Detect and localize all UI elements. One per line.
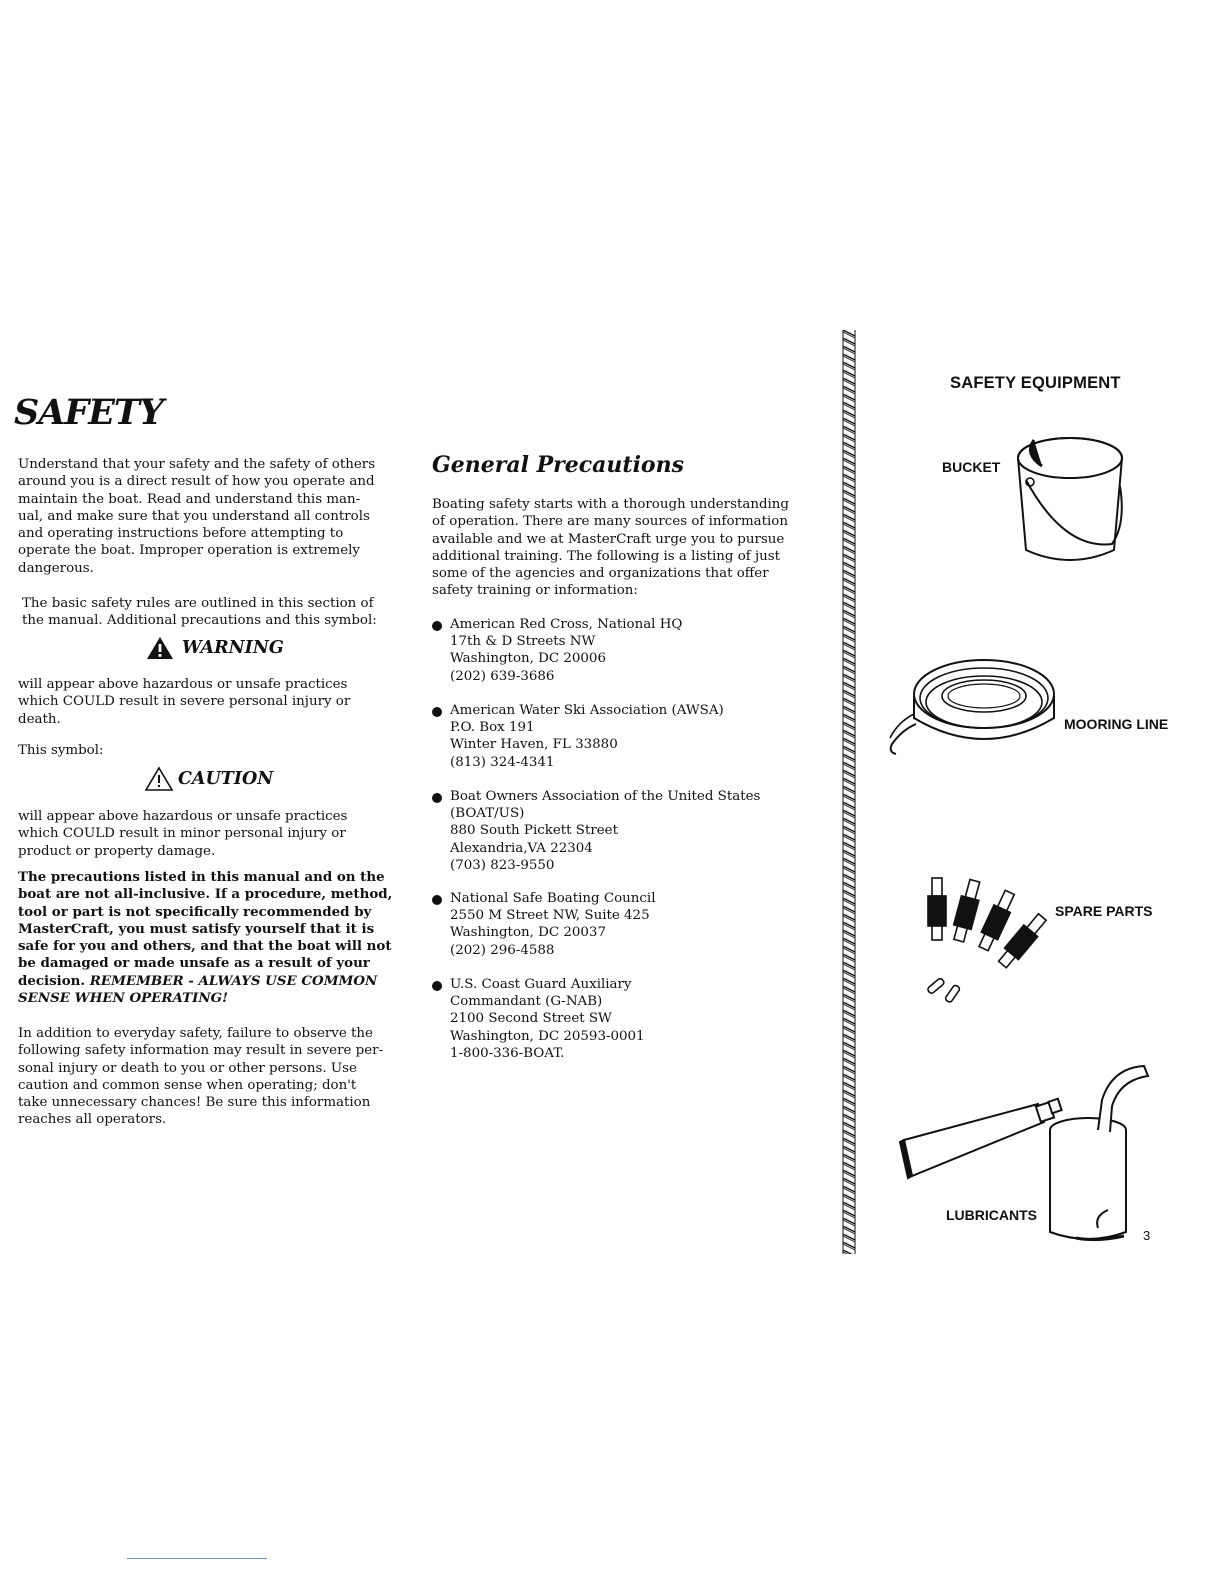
text-line: safe for you and others, and that the boat will not — [18, 938, 392, 955]
bullet-icon — [432, 981, 442, 991]
text-line — [18, 973, 396, 990]
text-line: and operating instructions before attempting to — [18, 526, 344, 542]
text-line: of operation. There are many sources of information — [432, 514, 788, 530]
mooring-line-label: MOORING LINE — [1064, 716, 1169, 732]
text-line: safety training or information: — [432, 583, 638, 599]
bucket-icon — [1004, 424, 1134, 572]
org-item — [432, 890, 812, 960]
text-line: sonal injury or death to you or other persons. Use — [18, 1060, 357, 1076]
org-item — [432, 976, 812, 1064]
org-line: 2100 Second Street SW — [450, 1011, 612, 1027]
org-line: (202) 296-4588 — [450, 942, 555, 958]
bullet-icon — [432, 895, 442, 905]
text-line: product or property damage. — [18, 843, 216, 859]
text-line: available and we at MasterCraft urge you to pursue — [432, 531, 785, 547]
warning-symbol — [146, 636, 284, 660]
org-line: 880 South Pickett Street — [450, 823, 618, 839]
text-line: operate the boat. Improper operation is extremely — [18, 543, 360, 559]
org-line: 17th & D Streets NW — [450, 634, 596, 650]
this-symbol-text: This symbol: — [18, 743, 104, 758]
page-number: 3 — [1143, 1228, 1151, 1243]
warning-triangle-icon — [146, 636, 174, 660]
remember-text-2: SENSE WHEN OPERATING! — [18, 990, 228, 1007]
text-line: Understand that your safety and the safety of others — [18, 457, 376, 472]
org-line: Alexandria,VA 22304 — [450, 840, 593, 856]
text-line: dangerous. — [18, 560, 94, 576]
org-line: P.O. Box 191 — [450, 720, 535, 736]
text-line: will appear above hazardous or unsafe practices — [18, 677, 348, 692]
bullet-icon — [432, 621, 442, 631]
text-line: In addition to everyday safety, failure to observe the — [18, 1026, 373, 1041]
decision-text: decision. — [18, 972, 86, 989]
precautions-bold-paragraph — [18, 869, 396, 1007]
text-line: ual, and make sure that you understand all controls — [18, 508, 370, 524]
bullet-icon — [432, 793, 442, 803]
addition-paragraph — [18, 1025, 396, 1129]
text-line: tool or part is not specifically recommended by — [18, 903, 372, 920]
rope-divider — [842, 330, 856, 1254]
org-line: Washington, DC 20593-0001 — [450, 1028, 645, 1044]
text-line: caution and common sense when operating; don't — [18, 1077, 357, 1093]
text-line: reaches all operators. — [18, 1112, 167, 1128]
text-line: be damaged or made unsafe as a result of your — [18, 955, 370, 972]
org-line: U.S. Coast Guard Auxiliary — [450, 977, 632, 992]
caution-symbol — [144, 766, 273, 792]
text-line: take unnecessary chances! Be sure this information — [18, 1095, 371, 1111]
text-line: additional training. The following is a listing of just — [432, 548, 781, 564]
page-title: SAFETY — [14, 392, 163, 433]
text-line: Boating safety starts with a thorough understanding — [432, 497, 789, 512]
org-line: Commandant (G-NAB) — [450, 994, 603, 1010]
org-line: Washington, DC 20037 — [450, 925, 606, 941]
org-line: 1-800-336-BOAT. — [450, 1045, 565, 1061]
bullet-icon — [432, 707, 442, 717]
text-line: the manual. Additional precautions and this symbol: — [22, 613, 377, 629]
text-line: which COULD result in severe personal injury or — [18, 694, 351, 710]
caution-label: CAUTION — [178, 769, 274, 789]
org-line: National Safe Boating Council — [450, 891, 656, 906]
org-line: Winter Haven, FL 33880 — [450, 737, 618, 753]
warning-description — [18, 676, 396, 728]
caution-triangle-icon — [144, 766, 174, 792]
section-title: General Precautions — [432, 452, 684, 478]
remember-text: REMEMBER - ALWAYS USE COMMON — [89, 972, 378, 989]
text-line: boat are not all-inclusive. If a procedure, method, — [18, 886, 393, 903]
org-line: (202) 639-3686 — [450, 668, 555, 684]
text-line: will appear above hazardous or unsafe practices — [18, 809, 348, 824]
gp-intro-paragraph — [432, 496, 804, 600]
caution-description — [18, 808, 396, 860]
text-line: some of the agencies and organizations that offer — [432, 566, 769, 582]
org-item — [432, 702, 812, 772]
text-line: MasterCraft, you must satisfy yourself that it is — [18, 920, 375, 937]
org-line: (703) 823-9550 — [450, 857, 555, 873]
text-line: which COULD result in minor personal injury or — [18, 826, 346, 842]
org-line: (813) 324-4341 — [450, 754, 555, 770]
spare-parts-label: SPARE PARTS — [1055, 903, 1153, 919]
text-line: maintain the boat. Read and understand this man- — [18, 491, 361, 507]
org-item — [432, 788, 812, 876]
lubricants-label: LUBRICANTS — [946, 1207, 1037, 1223]
org-line: 2550 M Street NW, Suite 425 — [450, 908, 650, 924]
org-line: Washington, DC 20006 — [450, 651, 606, 667]
text-line: The basic safety rules are outlined in this section of — [22, 596, 374, 611]
basic-rules-paragraph — [22, 595, 400, 630]
org-line: American Red Cross, National HQ — [450, 617, 683, 632]
text-line: The precautions listed in this manual and on the — [18, 869, 385, 885]
divider — [127, 1558, 267, 1559]
intro-paragraph — [18, 456, 396, 577]
org-item — [432, 616, 812, 686]
mooring-line-icon — [884, 652, 1060, 764]
text-line: following safety information may result in severe per- — [18, 1043, 384, 1059]
org-line: Boat Owners Association of the United States — [450, 789, 761, 804]
org-line: American Water Ski Association (AWSA) — [450, 703, 724, 718]
text-line: around you is a direct result of how you operate and — [18, 474, 375, 490]
text-line: death. — [18, 711, 61, 727]
warning-label: WARNING — [182, 638, 284, 658]
equipment-heading: SAFETY EQUIPMENT — [950, 374, 1121, 392]
spare-parts-icon — [918, 870, 1058, 1014]
org-line: (BOAT/US) — [450, 806, 525, 822]
bucket-label: BUCKET — [942, 459, 1001, 475]
